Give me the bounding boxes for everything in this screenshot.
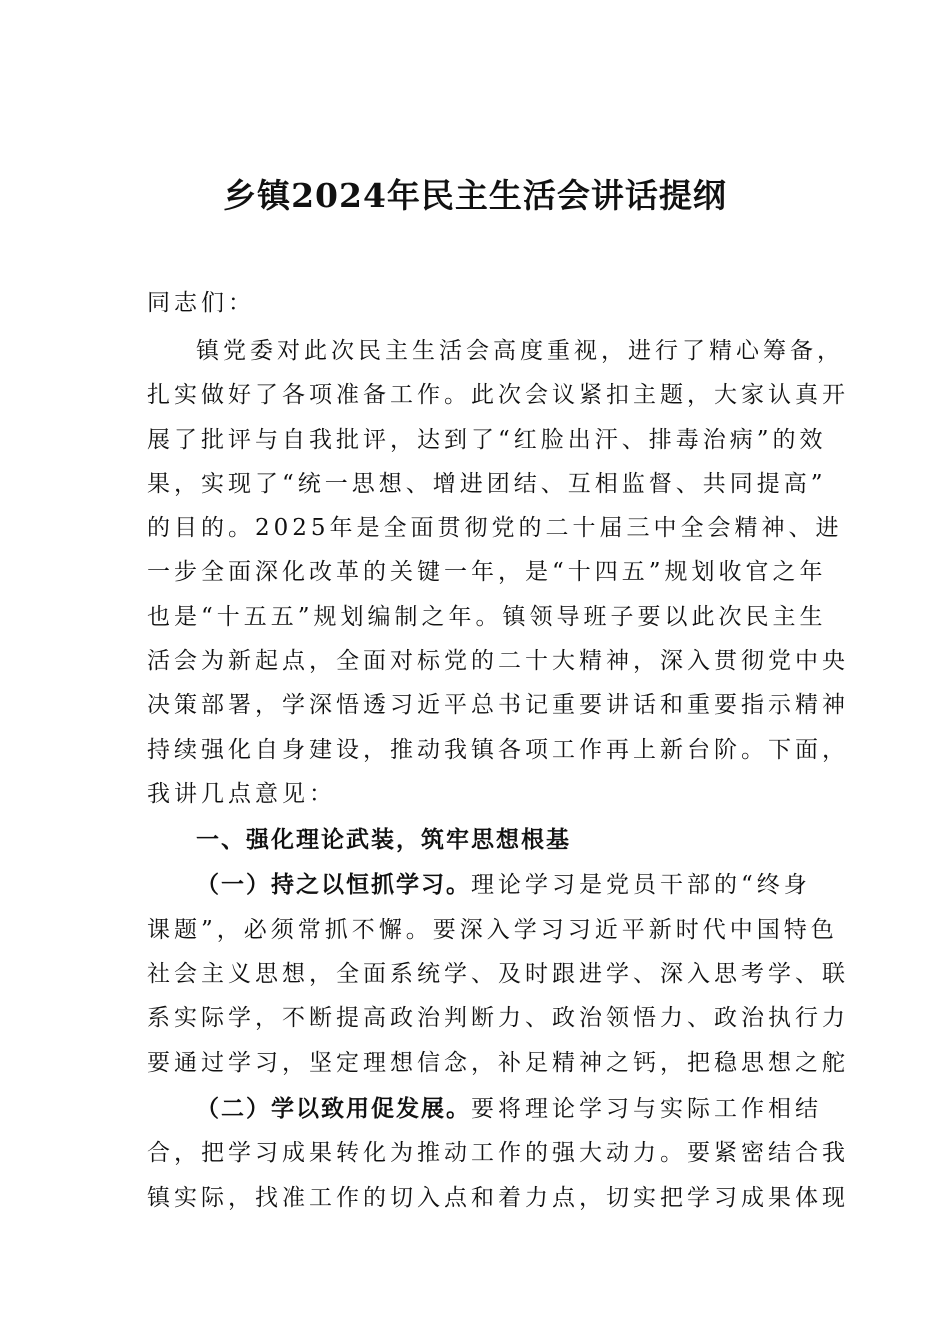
body-line: 镇实际，找准工作的切入点和着力点，切实把学习成果体现 (147, 1185, 849, 1211)
subsection-text: 理论学习是党员干部的“终身 (471, 872, 811, 898)
body-line: 合，把学习成果转化为推动工作的强大动力。要紧密结合我 (147, 1140, 849, 1166)
section-heading: 一、强化理论武装，筑牢思想根基 (196, 827, 571, 853)
intro-line: 镇党委对此次民主生活会高度重视，进行了精心筹备， (196, 338, 844, 364)
subsection-first-line (196, 1090, 876, 1123)
intro-line: 展了批评与自我批评，达到了“红脸出汗、排毒治病”的效 (147, 427, 827, 453)
subsection-first-line (196, 866, 876, 899)
intro-line: 持续强化自身建设，推动我镇各项工作再上新台阶。下面， (147, 737, 849, 763)
intro-line: 决策部署，学深悟透习近平总书记重要讲话和重要指示精神 (147, 692, 849, 718)
document-title: 乡镇2024年民主生活会讲话提纲 (223, 176, 727, 215)
subsection-lead: （二）学以致用促发展。 (196, 1096, 471, 1122)
intro-line: 也是“十五五”规划编制之年。镇领导班子要以此次民主生 (147, 604, 827, 630)
body-line: 要通过学习，坚定理想信念，补足精神之钙，把稳思想之舵 (147, 1050, 849, 1076)
intro-line: 扎实做好了各项准备工作。此次会议紧扣主题，大家认真开 (147, 382, 849, 408)
intro-line: 活会为新起点，全面对标党的二十大精神，深入贯彻党中央 (147, 648, 849, 674)
subsection-lead: （一）持之以恒抓学习。 (196, 872, 471, 898)
subsection-text: 要将理论学习与实际工作相结 (471, 1096, 822, 1122)
body-line: 系实际学，不断提高政治判断力、政治领悟力、政治执行力 (147, 1005, 849, 1031)
body-line: 课题”，必须常抓不懈。要深入学习习近平新时代中国特色 (147, 917, 838, 943)
intro-line: 一步全面深化改革的关键一年，是“十四五”规划收官之年 (147, 559, 827, 585)
intro-line: 我讲几点意见： (147, 781, 336, 807)
salutation: 同志们： (147, 290, 255, 316)
body-line: 社会主义思想，全面系统学、及时跟进学、深入思考学、联 (147, 961, 849, 987)
intro-line: 的目的。2025年是全面贯彻党的二十届三中全会精神、进 (147, 515, 843, 541)
intro-line: 果，实现了“统一思想、增进团结、互相监督、共同提高” (147, 471, 827, 497)
